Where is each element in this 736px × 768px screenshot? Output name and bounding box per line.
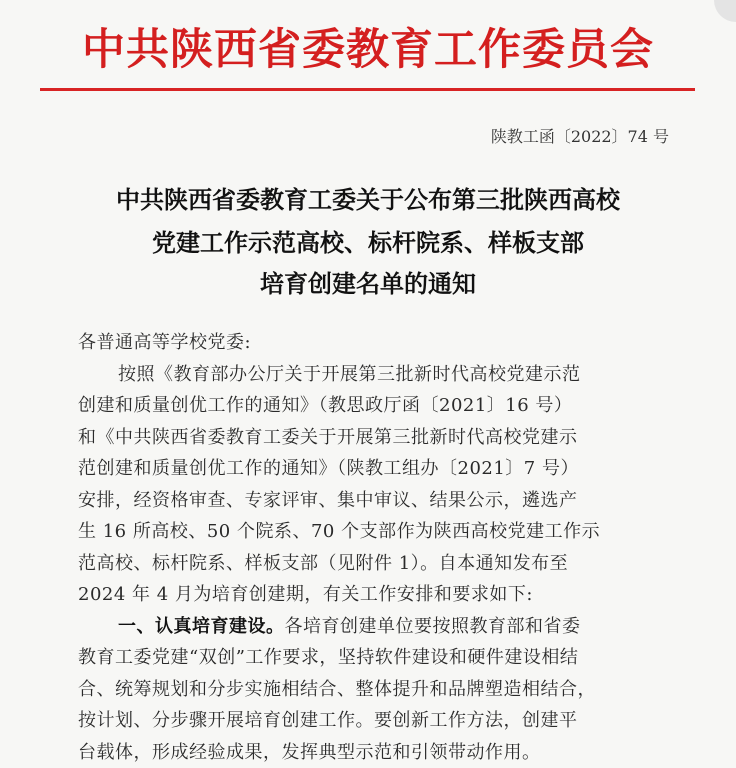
section-1-heading: 一、认真培育建设。 bbox=[118, 616, 285, 637]
document-number: 陕教工函〔2022〕74 号 bbox=[490, 127, 669, 146]
section-1-first-line bbox=[118, 612, 581, 638]
paragraph-line: 按计划、分步骤开展培育创建工作。要创新工作方法，创建平 bbox=[78, 710, 578, 731]
paragraph-line: 生 16 所高校、50 个院系、70 个支部作为陕西高校党建工作示 bbox=[78, 521, 601, 542]
paragraph-line: 各培育创建单位要按照教育部和省委 bbox=[284, 616, 581, 637]
red-divider-line bbox=[40, 88, 695, 91]
document-title-line-1: 中共陕西省委教育工委关于公布第三批陕西高校 bbox=[116, 185, 620, 214]
paragraph-line: 范创建和质量创优工作的通知》（陕教工组办〔2021〕7 号） bbox=[78, 458, 579, 479]
paragraph-line: 和《中共陕西省委教育工委关于开展第三批新时代高校党建示 bbox=[78, 427, 578, 448]
document-title-line-2: 党建工作示范高校、标杆院系、样板支部 bbox=[152, 228, 584, 257]
paragraph-line: 合、统筹规划和分步实施相结合、整体提升和品牌塑造相结合， bbox=[78, 679, 596, 700]
document-title-line-3: 培育创建名单的通知 bbox=[260, 269, 476, 298]
salutation: 各普通高等学校党委: bbox=[78, 332, 252, 353]
paragraph-line: 创建和质量创优工作的通知》（教思政厅函〔2021〕16 号） bbox=[78, 395, 573, 416]
org-header-title: 中共陕西省委教育工作委员会 bbox=[82, 25, 654, 75]
paragraph-line: 范高校、标杆院系、样板支部（见附件 1）。自本通知发布至 bbox=[78, 553, 569, 574]
paragraph-line: 教育工委党建“双创”工作要求，坚持软件建设和硬件建设相结 bbox=[78, 647, 579, 668]
paragraph-line: 按照《教育部办公厅关于开展第三批新时代高校党建示范 bbox=[118, 364, 581, 385]
paragraph-line: 安排，经资格审查、专家评审、集中审议、结果公示，遴选产 bbox=[78, 490, 578, 511]
paragraph-line: 2024 年 4 月为培育创建期，有关工作安排和要求如下: bbox=[78, 584, 533, 605]
paragraph-line: 台载体，形成经验成果，发挥典型示范和引领带动作用。 bbox=[78, 742, 541, 763]
